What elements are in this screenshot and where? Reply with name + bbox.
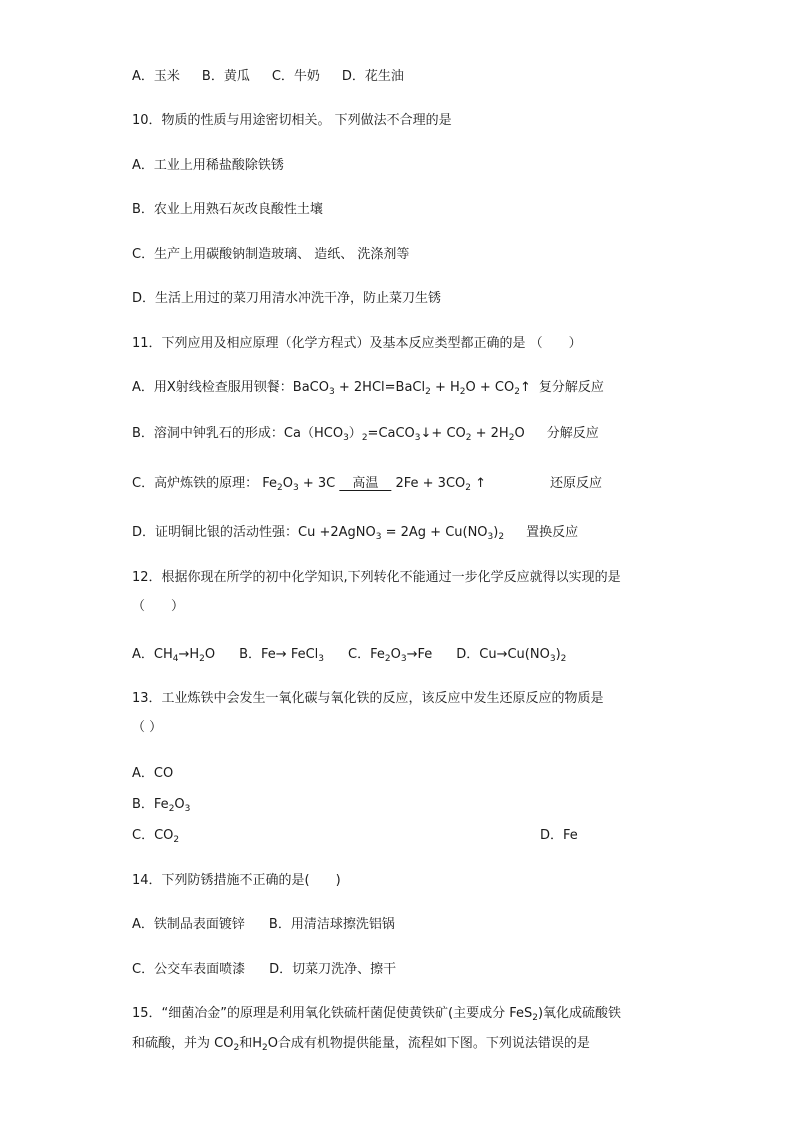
q10-option-b: B．农业上用熟石灰改良酸性土壤 <box>132 202 323 217</box>
q14-option-a: A．铁制品表面镀锌 <box>132 917 245 932</box>
q12-option-d: D．$Cu\to Cu(NO_3)_2$ <box>456 647 567 664</box>
q12-option-c: C．$Fe_2O_3\to Fe$ <box>348 647 433 664</box>
q13-option-d: D．Fe <box>540 828 578 843</box>
q11-option-a: A．用X射线检查服用钡餐：BaCO$_3$ + 2HCl=BaCl$_2$ + $H_2O$ + $CO_2↑$ 复分解反应 <box>132 380 604 397</box>
q11-option-c: C．高炉炼铁的原理： $Fe_2O_3 + 3C$ 高温 $2Fe + 3CO_2$ ↑ 还原反应 <box>132 476 603 493</box>
q10-option-d: D．生活上用过的菜刀用清水冲洗干净，防止菜刀生锈 <box>132 291 442 306</box>
q9-option-a: A．玉米 <box>132 69 180 84</box>
q10-option-c: C．生产上用碳酸钠制造玻璃、 造纸、 洗涤剂等 <box>132 247 410 262</box>
q9-option-b: B．黄瓜 <box>201 69 250 84</box>
q13-stem: 13．工业炼铁中会发生一氧化碳与氧化铁的反应，该反应中发生还原反应的物质是 <box>132 691 604 706</box>
q14-options-row1 <box>132 916 395 934</box>
q13-option-c: C．$CO_2$ <box>132 828 180 845</box>
q15-stem-line1: 15．“细菌冶金”的原理是利用氧化铁硫杆菌促使黄铁矿(主要成分 FeS$_2$)氧化成硫酸铁 <box>132 1006 622 1023</box>
q9-option-c: C．牛奶 <box>271 69 320 84</box>
q9-option-d: D．花生油 <box>341 69 404 84</box>
q13-option-a: A．CO <box>132 766 174 781</box>
q12-stem-bracket: （ ） <box>132 599 185 614</box>
q11-b-reaction-type: 分解反应 <box>546 426 599 441</box>
q15-stem-line2: 和硫酸，并为 $CO_2$和$H_2O$合成有机物提供能量，流程如下图。下列说法错误的是 <box>132 1036 590 1053</box>
q11-stem: 11．下列应用及相应原理（化学方程式）及基本反应类型都正确的是 （ ） <box>132 336 582 351</box>
q10-option-a: A．工业上用稀盐酸除铁锈 <box>132 158 284 173</box>
q14-option-d: D．切菜刀洗净、擦干 <box>269 962 397 977</box>
q12-options <box>132 646 566 664</box>
q13-stem-bracket: （ ） <box>132 720 163 735</box>
reaction-condition: 高温 <box>339 476 392 491</box>
q14-stem: 14．下列防锈措施不正确的是( ) <box>132 873 341 888</box>
q11-option-b: B．溶洞中钟乳石的形成：$Ca(HCO_3)_2=CaCO_3↓+ CO_2 + 2H_2O$ 分解反应 <box>132 426 599 443</box>
q13-option-b: B．$Fe_2O_3$ <box>132 797 191 814</box>
q14-options-row2 <box>132 961 396 979</box>
q11-d-reaction-type: 置换反应 <box>526 525 579 540</box>
q12-option-b: B．Fe→ FeCl$_3$ <box>239 647 325 664</box>
q14-option-c: C．公交车表面喷漆 <box>132 962 246 977</box>
q11-a-reaction-type: 复分解反应 <box>538 380 604 395</box>
q11-c-reaction-type: 还原反应 <box>550 476 603 491</box>
q10-stem: 10．物质的性质与用途密切相关。 下列做法不合理的是 <box>132 113 452 128</box>
q14-option-b: B．用清洁球擦洗铝锅 <box>268 917 395 932</box>
q11-option-d: D．证明铜比银的活动性强：Cu +2AgNO$_3$ = $2Ag + Cu(NO_3)_2$ 置换反应 <box>132 525 579 542</box>
q12-option-a: A．$CH_4\to H_2O$ <box>132 647 216 664</box>
q9-options <box>132 68 404 86</box>
q12-stem: 12．根据你现在所学的初中化学知识,下列转化不能通过一步化学反应就得以实现的是 <box>132 570 621 585</box>
